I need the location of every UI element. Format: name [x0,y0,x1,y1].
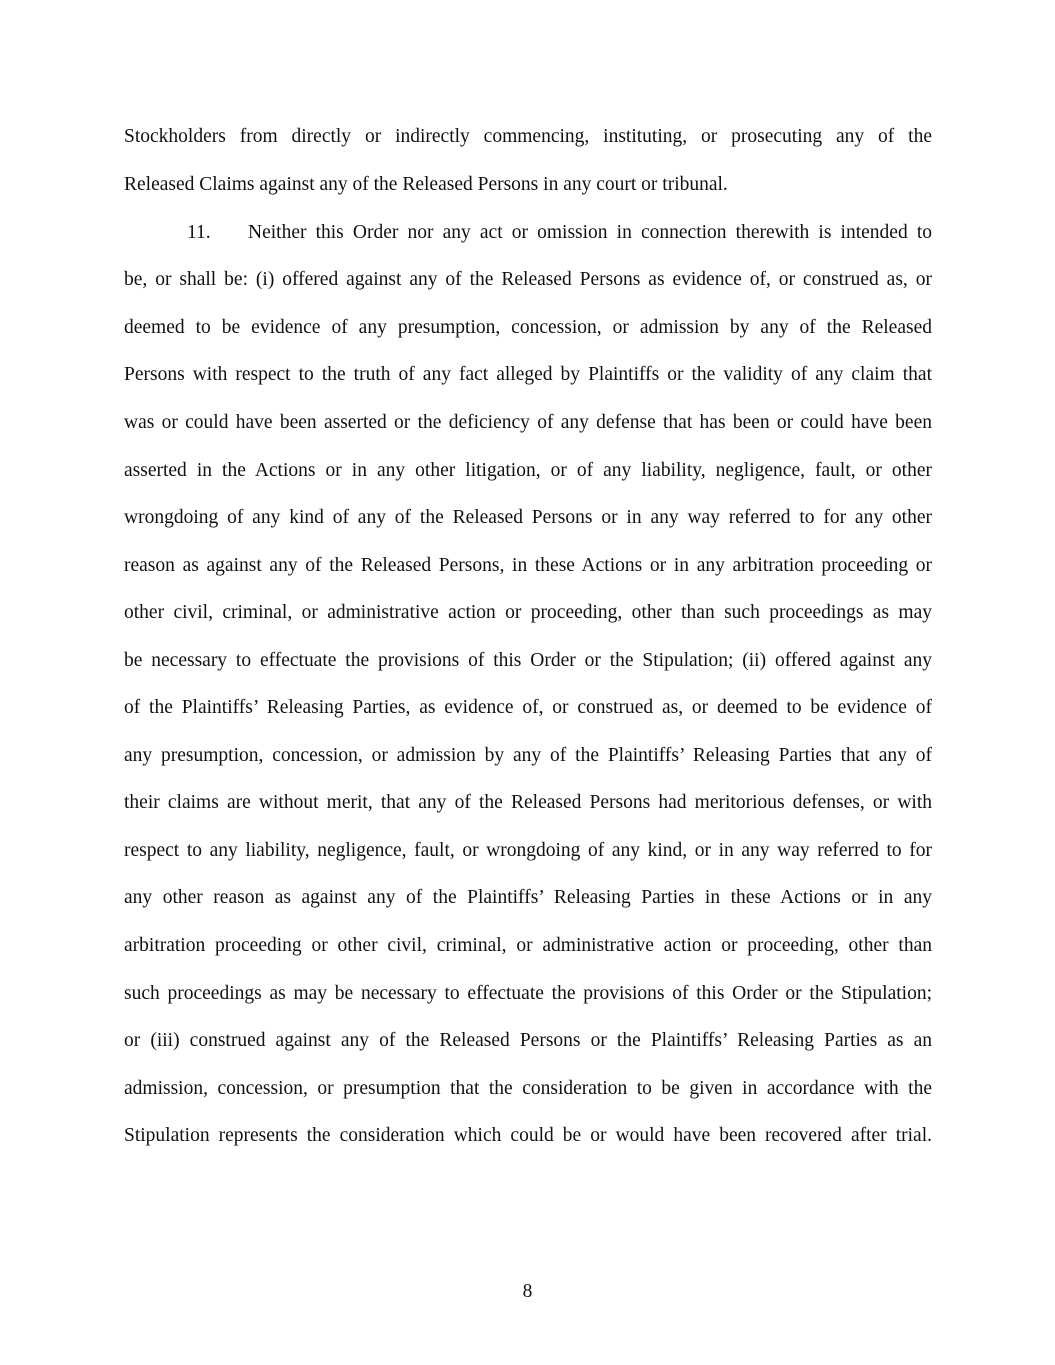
paragraph-11-first-line [187,221,932,245]
text-line: of the Plaintiffs’ Releasing Parties, as evidence of, or construed as, or deemed to be evidence of [124,697,932,718]
text-line: was or could have been asserted or the deficiency of any defense that has been or could have been [124,412,932,433]
text-line: any presumption, concession, or admission by any of the Plaintiffs’ Releasing Parties that any of [124,745,932,766]
text-line: Stipulation represents the consideration which could be or would have been recovered after trial. [124,1125,932,1146]
text-line: Neither this Order nor any act or omission in connection therewith is intended to [248,222,932,243]
text-line: arbitration proceeding or other civil, criminal, or administrative action or proceeding, other than [124,935,932,956]
text-line: any other reason as against any of the Plaintiffs’ Releasing Parties in these Actions or in any [124,887,932,908]
text-line: admission, concession, or presumption that the consideration to be given in accordance with the [124,1078,932,1099]
text-line: be, or shall be: (i) offered against any of the Released Persons as evidence of, or construed as, or [124,269,932,290]
text-line: their claims are without merit, that any of the Released Persons had meritorious defenses, or with [124,792,932,813]
text-line: or (iii) construed against any of the Released Persons or the Plaintiffs’ Releasing Parties as an [124,1030,932,1051]
text-line: deemed to be evidence of any presumption, concession, or admission by any of the Released [124,317,932,338]
text-line: respect to any liability, negligence, fault, or wrongdoing of any kind, or in any way referred to for [124,840,932,861]
text-line: Stockholders from directly or indirectly commencing, instituting, or prosecuting any of the [124,126,932,147]
text-line: Released Claims against any of the Released Persons in any court or tribunal. [124,174,728,195]
text-line: such proceedings as may be necessary to effectuate the provisions of this Order or the Stipulation; [124,983,932,1004]
paragraph-number: 11. [187,222,211,243]
text-line: other civil, criminal, or administrative action or proceeding, other than such proceedings as may [124,602,932,623]
text-line: reason as against any of the Released Persons, in these Actions or in any arbitration proceeding or [124,555,932,576]
text-line: Persons with respect to the truth of any fact alleged by Plaintiffs or the validity of any claim that [124,364,932,385]
text-line: be necessary to effectuate the provisions of this Order or the Stipulation; (ii) offered against any [124,650,932,671]
page-number: 8 [522,1281,533,1302]
text-line: wrongdoing of any kind of any of the Released Persons or in any way referred to for any other [124,507,932,528]
text-line: asserted in the Actions or in any other litigation, or of any liability, negligence, fault, or other [124,460,932,481]
